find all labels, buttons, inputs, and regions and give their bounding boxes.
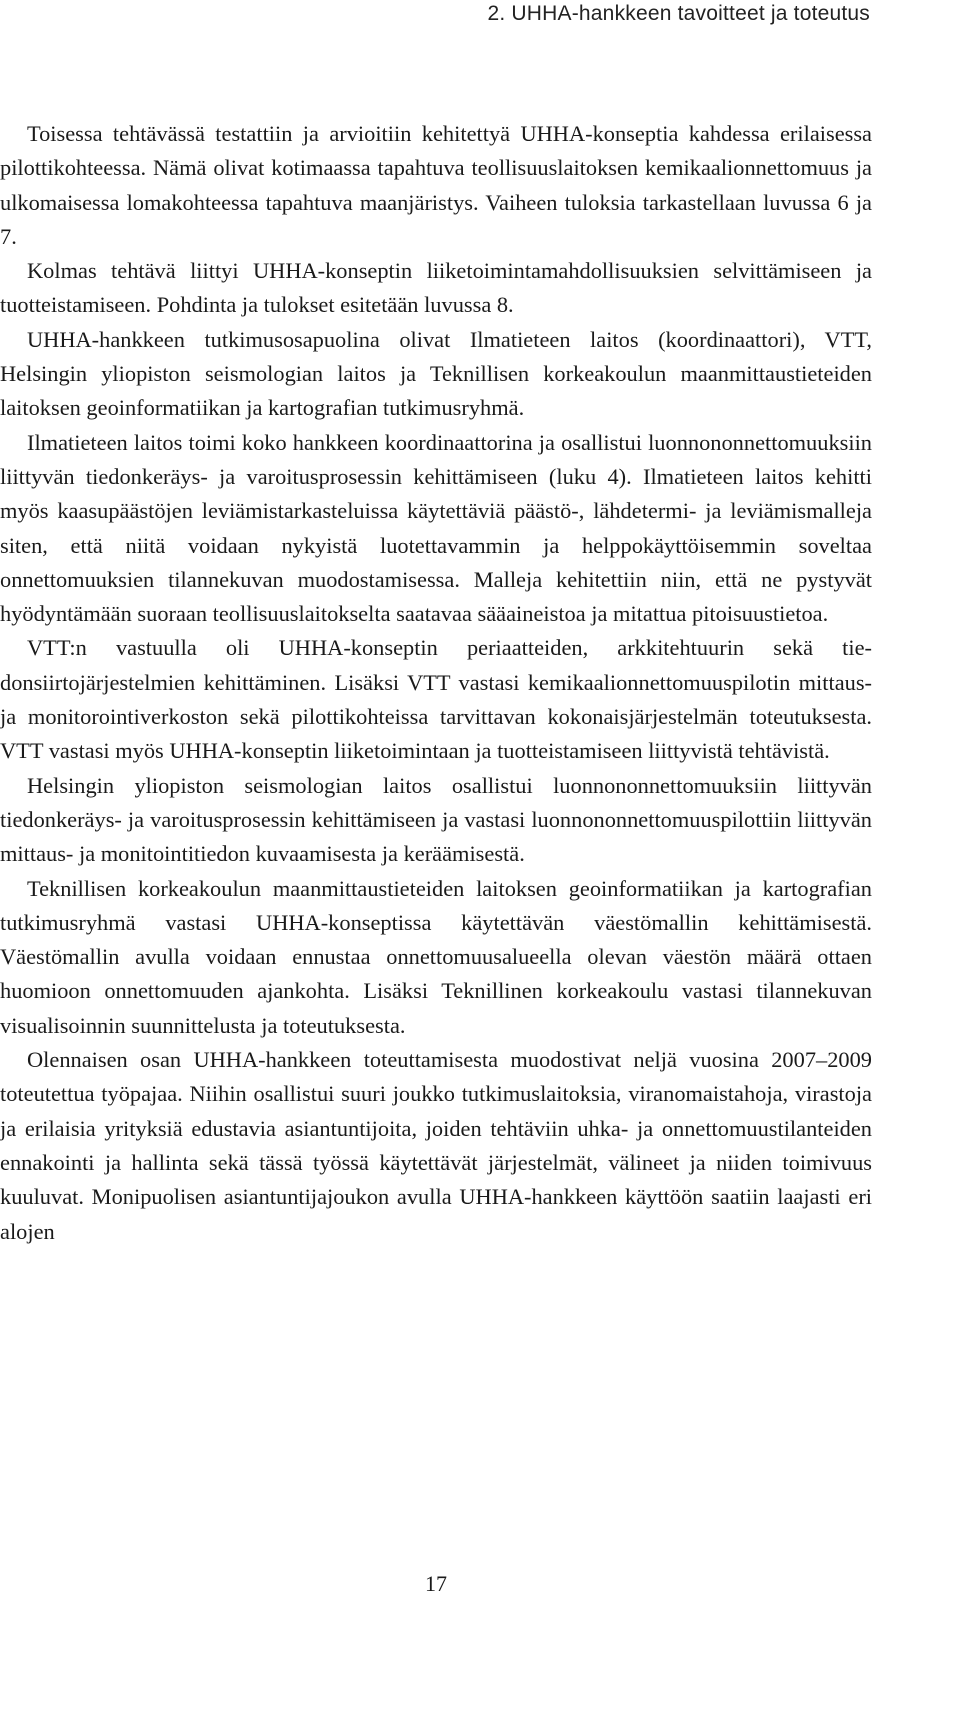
paragraph-ilmatieteen-laitos: Ilmatieteen laitos toimi koko hankkeen koordinaattorina ja osallistui luonnononnettomuuksiin liittyvän tiedonkeräys- ja varoitusprosessin kehittämiseen (luku 4). Ilmatieteen laitos kehitti myös kaasupäästöjen leviämistarkasteluissa käytettäviä päästö-, lähdetermi- ja leviämismalleja siten, että niitä voidaan nykyistä luotettavammin ja helppokäyttöisemmin soveltaa onnettomuuksien tilannekuvan muodostamisessa. Malleja kehitettiin niin, että ne pystyvät hyödyntämään suoraan teollisuuslaitokselta saatavaa sääaineistoa ja mitattua pitoisuustietoa. xyxy=(0,429,872,627)
running-header: 2. UHHA-hankkeen tavoitteet ja toteutus xyxy=(487,2,870,25)
paragraph-research-partners: UHHA-hankkeen tutkimusosapuolina olivat Ilmatieteen laitos (koordinaattori), VTT, Helsingin yliopiston seismologian laitos ja Teknillisen korkeakoulun maanmittaustieteiden laitoksen geoinformatiikan ja kartografian tutkimusryhmä. xyxy=(0,326,872,421)
paragraph-business-opportunities: Kolmas tehtävä liittyi UHHA-konseptin liiketoimintamahdollisuuksien selvittämiseen ja tuotteistamiseen. Pohdinta ja tulokset esitetään luvussa 8. xyxy=(0,258,872,318)
paragraph-testing-pilots: Toisessa tehtävässä testattiin ja arvioitiin kehitettyä UHHA-konseptia kahdessa erilaisessa pilottikohteessa. Nämä olivat kotimaassa tapahtuva teollisuuslaitoksen kemikaalionnettomuus ja ulkomaisessa lomakohteessa tapahtuva maanjäristys. Vaiheen tuloksia tarkastellaan luvussa 6 ja 7. xyxy=(0,121,872,249)
paragraph-teknillinen-korkeakoulu: Teknillisen korkeakoulun maanmittaustieteiden laitoksen geoinformatiikan ja kartografian tutkimusryhmä vastasi UHHA-konseptissa käytettävän väestömallin kehittämisestä. Väestömallin avulla voidaan ennustaa onnettomuusalueella olevan väestön määrä ottaen huomioon onnettomuuden ajankohta. Lisäksi Teknillinen korkeakoulu vastasi tilannekuvan visualisoinnin suunnittelusta ja toteutuksesta. xyxy=(0,875,872,1038)
paragraph-helsingin-yliopisto: Helsingin yliopiston seismologian laitos osallistui luonnononnettomuuksiin liittyvän tiedonkeräys- ja varoitusprosessin kehittämiseen ja vastasi luonnononnettomuuspilottiin liittyvän mittaus- ja monitointitiedon kuvaamisesta ja keräämisestä. xyxy=(0,772,872,867)
paragraph-vtt: VTT:n vastuulla oli UHHA-konseptin periaatteiden, arkkitehtuurin sekä tiedonsiirtojärjestelmien kehittäminen. Lisäksi VTT vastasi kemikaalionnettomuuspilotin mittaus- ja monitorointiverkoston sekä pilottikohteissa tarvittavan kokonaisjärjestelmän toteutuksesta. VTT vastasi myös UHHA-konseptin liiketoimintaan ja tuotteistamiseen liittyvistä tehtävistä. xyxy=(0,635,872,764)
page-number: 17 xyxy=(425,1571,447,1596)
body-text xyxy=(0,117,872,1249)
paragraph-workshops: Olennaisen osan UHHA-hankkeen toteuttamisesta muodostivat neljä vuosina 2007–2009 toteutettua työpajaa. Niihin osallistui suuri joukko tutkimuslaitoksia, viranomaistahoja, virastoja ja erilaisia yrityksiä edustavia asiantuntijoita, joiden tehtäviin uhka- ja onnettomuustilanteiden ennakointi ja hallinta sekä tässä työssä käytettävät järjestelmät, välineet ja niiden toimivuus kuuluvat. Monipuolisen asiantuntijajoukon avulla UHHA-hankkeen käyttöön saatiin laajasti eri alojen xyxy=(0,1047,872,1244)
